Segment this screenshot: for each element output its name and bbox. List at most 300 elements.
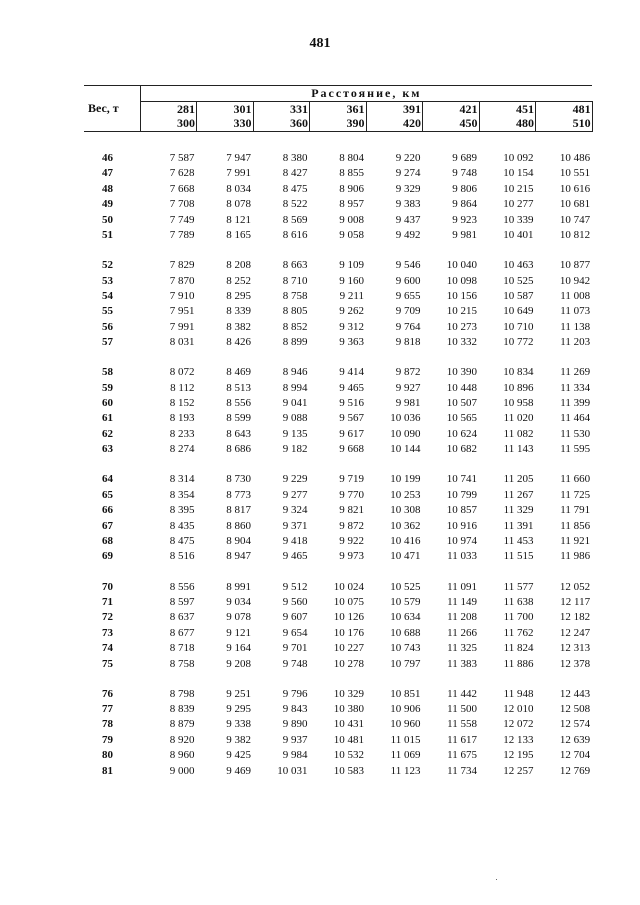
rate-cell: 10 144 bbox=[390, 443, 421, 456]
rate-cell: 8 426 bbox=[226, 336, 251, 349]
rate-cell: 10 916 bbox=[446, 519, 477, 532]
table-row bbox=[84, 274, 592, 289]
rate-cell: 10 463 bbox=[503, 259, 534, 272]
rate-cell: 11 073 bbox=[560, 305, 591, 318]
weight-cell: 54 bbox=[102, 289, 113, 302]
weight-cell: 56 bbox=[102, 320, 113, 333]
rate-cell: 10 743 bbox=[390, 642, 421, 655]
rate-cell: 12 052 bbox=[559, 580, 591, 593]
rate-cell: 7 947 bbox=[226, 152, 251, 164]
distance-range-header bbox=[366, 102, 423, 132]
weight-cell: 47 bbox=[102, 167, 113, 180]
rate-cell: 10 176 bbox=[333, 626, 364, 639]
rate-cell: 12 010 bbox=[503, 703, 534, 716]
rate-cell: 9 567 bbox=[339, 412, 364, 425]
weight-cell: 77 bbox=[102, 703, 113, 716]
rate-cell: 8 516 bbox=[169, 550, 195, 563]
rate-cell: 8 616 bbox=[282, 229, 308, 242]
rate-cell: 10 896 bbox=[503, 381, 534, 394]
rate-cell: 9 560 bbox=[282, 595, 308, 608]
rate-cell: 12 574 bbox=[559, 718, 591, 731]
rate-cell: 8 556 bbox=[226, 397, 251, 410]
group-spacer-cell bbox=[84, 672, 592, 687]
rate-cell: 8 031 bbox=[169, 336, 195, 349]
rate-cell: 11 986 bbox=[560, 550, 591, 563]
rate-cell: 11 500 bbox=[447, 703, 477, 716]
rate-cell: 12 247 bbox=[559, 626, 591, 639]
rate-cell: 7 991 bbox=[169, 320, 195, 333]
table-body bbox=[84, 132, 592, 780]
rate-cell: 10 741 bbox=[446, 473, 477, 486]
weight-cell: 76 bbox=[102, 687, 113, 700]
rate-cell: 9 220 bbox=[395, 152, 421, 164]
rate-cell: 11 269 bbox=[560, 366, 591, 379]
rate-cell: 9 872 bbox=[339, 519, 364, 532]
rate-cell: 9 229 bbox=[282, 473, 308, 486]
rate-cell: 10 579 bbox=[390, 595, 421, 608]
rate-cell: 11 856 bbox=[560, 519, 591, 532]
rate-cell: 10 390 bbox=[446, 366, 477, 379]
table-row bbox=[84, 381, 592, 396]
rate-cell: 10 812 bbox=[559, 229, 591, 242]
group-spacer-cell bbox=[84, 132, 592, 152]
rate-cell: 10 797 bbox=[390, 657, 421, 670]
table-row bbox=[84, 335, 592, 350]
rate-cell: 10 329 bbox=[333, 687, 364, 700]
table-row bbox=[84, 197, 592, 212]
rate-cell: 9 008 bbox=[339, 213, 364, 226]
rate-cell: 10 710 bbox=[503, 320, 534, 333]
rate-cell: 8 034 bbox=[226, 182, 251, 195]
rate-cell: 9 806 bbox=[452, 182, 477, 195]
table-row bbox=[84, 472, 592, 487]
rate-cell: 12 769 bbox=[559, 764, 591, 777]
rate-cell: 11 015 bbox=[390, 733, 421, 746]
rate-cell: 10 227 bbox=[333, 642, 364, 655]
rate-cell: 11 399 bbox=[560, 397, 591, 410]
rate-cell: 10 616 bbox=[559, 182, 591, 195]
rate-cell: 8 904 bbox=[226, 535, 251, 547]
rate-cell: 8 556 bbox=[169, 580, 195, 593]
rate-cell: 10 960 bbox=[390, 718, 421, 731]
rate-cell: 9 655 bbox=[395, 289, 421, 302]
weight-cell: 72 bbox=[102, 611, 113, 624]
rate-cell: 8 435 bbox=[169, 519, 195, 532]
scan-speck bbox=[496, 879, 497, 880]
rate-cell: 7 668 bbox=[169, 182, 195, 195]
rate-cell: 8 710 bbox=[282, 274, 308, 287]
rate-cell: 9 872 bbox=[395, 366, 421, 379]
rate-cell: 10 362 bbox=[390, 519, 421, 532]
rate-cell: 8 274 bbox=[169, 443, 195, 456]
table-row bbox=[84, 411, 592, 426]
rate-cell: 10 448 bbox=[446, 381, 477, 394]
weight-cell: 52 bbox=[102, 259, 113, 272]
rate-cell: 8 946 bbox=[282, 366, 308, 379]
table-row bbox=[84, 365, 592, 380]
rate-cell: 9 709 bbox=[395, 305, 421, 318]
group-spacer bbox=[84, 565, 592, 580]
range-from: 391 bbox=[403, 102, 421, 116]
rate-cell: 11 638 bbox=[503, 595, 534, 608]
rate-cell: 9 182 bbox=[282, 443, 308, 456]
rate-cell: 9 383 bbox=[395, 198, 421, 211]
rate-cell: 8 773 bbox=[226, 488, 251, 501]
rate-cell: 12 195 bbox=[503, 749, 534, 762]
rate-cell: 9 607 bbox=[282, 611, 308, 624]
rate-cell: 10 799 bbox=[446, 488, 477, 501]
range-from: 421 bbox=[459, 102, 478, 116]
rate-cell: 9 363 bbox=[339, 336, 364, 349]
range-to: 330 bbox=[233, 116, 252, 130]
rate-cell: 9 981 bbox=[395, 397, 421, 410]
rate-cell: 11 700 bbox=[503, 611, 534, 624]
rate-cell: 11 203 bbox=[560, 336, 591, 349]
weight-cell: 48 bbox=[102, 182, 113, 195]
rate-cell: 9 034 bbox=[226, 595, 251, 608]
rate-cell: 7 789 bbox=[169, 229, 195, 242]
table-row bbox=[84, 151, 592, 166]
distance-range-header bbox=[310, 102, 367, 132]
weight-cell: 50 bbox=[102, 213, 113, 226]
table-row bbox=[84, 717, 592, 732]
rate-cell: 10 075 bbox=[333, 595, 364, 608]
weight-cell: 71 bbox=[102, 595, 113, 608]
rate-cell: 10 532 bbox=[333, 749, 364, 762]
table-row bbox=[84, 595, 592, 610]
rate-cell: 11 577 bbox=[503, 580, 534, 593]
rate-cell: 8 686 bbox=[226, 443, 251, 456]
rate-cell: 11 464 bbox=[560, 412, 591, 425]
rate-cell: 11 791 bbox=[560, 504, 591, 517]
range-from: 361 bbox=[346, 102, 365, 116]
rate-cell: 10 215 bbox=[446, 305, 477, 318]
range-from: 481 bbox=[572, 102, 591, 116]
rate-cell: 9 469 bbox=[226, 764, 251, 777]
rate-cell: 10 040 bbox=[446, 259, 477, 272]
rate-cell: 10 688 bbox=[390, 626, 421, 639]
rate-cell: 9 922 bbox=[339, 535, 364, 547]
rate-cell: 10 031 bbox=[277, 764, 308, 777]
rate-cell: 10 587 bbox=[503, 289, 534, 302]
rate-cell: 9 864 bbox=[452, 198, 477, 211]
rate-cell: 8 879 bbox=[169, 718, 195, 731]
rate-cell: 11 660 bbox=[560, 473, 591, 486]
rate-cell: 11 824 bbox=[503, 642, 534, 655]
weight-cell: 60 bbox=[102, 397, 113, 410]
rate-cell: 9 262 bbox=[339, 305, 364, 318]
rate-cell: 8 599 bbox=[226, 412, 251, 425]
rate-cell: 9 981 bbox=[452, 229, 477, 242]
rate-cell: 10 098 bbox=[446, 274, 477, 287]
rate-cell: 10 024 bbox=[333, 580, 364, 593]
rate-cell: 10 681 bbox=[559, 198, 591, 211]
rate-cell: 12 117 bbox=[560, 595, 591, 608]
group-spacer bbox=[84, 458, 592, 473]
rate-cell: 10 278 bbox=[333, 657, 364, 670]
rate-cell: 10 277 bbox=[503, 198, 534, 211]
distance-range-header bbox=[197, 102, 254, 132]
rate-cell: 12 133 bbox=[503, 733, 534, 746]
rate-cell: 10 565 bbox=[446, 412, 477, 425]
rate-cell: 12 508 bbox=[559, 703, 591, 716]
weight-cell: 57 bbox=[102, 336, 113, 349]
rate-cell: 9 512 bbox=[282, 580, 308, 593]
rate-cell: 8 758 bbox=[282, 289, 308, 302]
rate-cell: 10 308 bbox=[390, 504, 421, 517]
rate-cell: 11 069 bbox=[390, 749, 421, 762]
rate-cell: 9 295 bbox=[226, 703, 251, 716]
table-row bbox=[84, 258, 592, 273]
weight-cell: 58 bbox=[102, 366, 113, 379]
rate-cell: 8 152 bbox=[169, 397, 195, 410]
rate-cell: 10 471 bbox=[390, 550, 421, 563]
rate-cell: 9 078 bbox=[226, 611, 251, 624]
rate-cell: 10 747 bbox=[559, 213, 591, 226]
distance-range-header bbox=[423, 102, 480, 132]
rate-cell: 10 090 bbox=[390, 427, 421, 440]
rate-cell: 10 525 bbox=[503, 274, 534, 287]
rate-cell: 9 465 bbox=[339, 381, 364, 394]
rate-cell: 10 486 bbox=[559, 152, 591, 164]
rate-cell: 9 973 bbox=[339, 550, 364, 563]
rate-cell: 9 088 bbox=[282, 412, 308, 425]
rate-cell: 12 313 bbox=[559, 642, 591, 655]
rate-cell: 9 058 bbox=[339, 229, 364, 242]
range-to: 420 bbox=[403, 116, 421, 130]
weight-cell: 67 bbox=[102, 519, 113, 532]
rate-cell: 8 165 bbox=[226, 229, 251, 242]
rate-cell: 10 215 bbox=[503, 182, 534, 195]
rate-cell: 10 624 bbox=[446, 427, 477, 440]
rate-cell: 11 033 bbox=[447, 550, 477, 563]
range-to: 480 bbox=[516, 116, 534, 130]
rate-cell: 7 628 bbox=[169, 167, 195, 180]
rate-cell: 10 092 bbox=[503, 152, 534, 164]
rate-cell: 11 334 bbox=[560, 381, 591, 394]
rate-cell: 9 748 bbox=[282, 657, 308, 670]
rate-cell: 8 078 bbox=[226, 198, 251, 211]
rate-cell: 11 762 bbox=[503, 626, 534, 639]
rate-cell: 11 149 bbox=[447, 595, 477, 608]
weight-cell: 74 bbox=[102, 642, 113, 655]
table-row bbox=[84, 733, 592, 748]
rate-cell: 10 834 bbox=[503, 366, 534, 379]
rate-cell: 9 821 bbox=[339, 504, 364, 517]
distance-range-header bbox=[140, 102, 197, 132]
weight-cell: 79 bbox=[102, 733, 113, 746]
rate-cell: 10 634 bbox=[390, 611, 421, 624]
rate-cell: 9 277 bbox=[282, 488, 308, 501]
rate-cell: 8 960 bbox=[169, 749, 195, 762]
rate-cell: 11 266 bbox=[447, 626, 477, 639]
weight-cell: 63 bbox=[102, 443, 113, 456]
rate-cell: 10 380 bbox=[333, 703, 364, 716]
rate-cell: 9 492 bbox=[395, 229, 421, 242]
rate-cell: 9 890 bbox=[282, 718, 308, 731]
table-row bbox=[84, 641, 592, 656]
table-row bbox=[84, 228, 592, 243]
rate-cell: 10 682 bbox=[446, 443, 477, 456]
rate-cell: 9 371 bbox=[282, 519, 308, 532]
rate-cell: 9 160 bbox=[339, 274, 364, 287]
table-row bbox=[84, 610, 592, 625]
weight-cell: 53 bbox=[102, 274, 113, 287]
group-spacer bbox=[84, 351, 592, 366]
rate-cell: 11 515 bbox=[503, 550, 534, 563]
rate-cell: 8 718 bbox=[169, 642, 195, 655]
rate-cell: 9 748 bbox=[452, 167, 477, 180]
distance-range-header bbox=[479, 102, 536, 132]
rate-cell: 9 770 bbox=[339, 488, 364, 501]
rate-cell: 9 654 bbox=[282, 626, 308, 639]
rate-cell: 8 991 bbox=[226, 580, 251, 593]
rate-cell: 11 442 bbox=[447, 687, 477, 700]
rate-cell: 11 530 bbox=[560, 427, 591, 440]
rate-cell: 9 796 bbox=[282, 687, 308, 700]
rate-cell: 9 414 bbox=[339, 366, 364, 379]
weight-cell: 78 bbox=[102, 718, 113, 731]
rate-cell: 9 937 bbox=[282, 733, 308, 746]
rate-cell: 7 910 bbox=[169, 289, 195, 302]
rate-cell: 11 082 bbox=[503, 427, 534, 440]
rate-cell: 10 525 bbox=[390, 580, 421, 593]
range-from: 301 bbox=[233, 102, 252, 116]
rate-cell: 10 481 bbox=[333, 733, 364, 746]
rate-cell: 9 689 bbox=[452, 152, 477, 164]
rate-cell: 8 380 bbox=[282, 152, 308, 164]
table-row bbox=[84, 549, 592, 564]
rate-cell: 9 382 bbox=[226, 733, 251, 746]
table-row bbox=[84, 764, 592, 779]
table-row bbox=[84, 519, 592, 534]
rate-cell: 8 121 bbox=[226, 213, 251, 226]
range-to: 300 bbox=[177, 116, 195, 130]
table-row bbox=[84, 702, 592, 717]
rate-cell: 9 274 bbox=[395, 167, 421, 180]
rate-cell: 11 453 bbox=[503, 535, 534, 547]
tariff-table-wrapper bbox=[84, 85, 592, 779]
group-spacer bbox=[84, 672, 592, 687]
rate-cell: 10 942 bbox=[559, 274, 591, 287]
group-spacer bbox=[84, 243, 592, 258]
rate-cell: 10 958 bbox=[503, 397, 534, 410]
distance-range-header bbox=[536, 102, 593, 132]
rate-cell: 9 109 bbox=[339, 259, 364, 272]
rate-cell: 9 208 bbox=[226, 657, 251, 670]
rate-cell: 8 817 bbox=[226, 504, 251, 517]
rate-cell: 8 513 bbox=[226, 381, 251, 394]
rate-cell: 7 870 bbox=[169, 274, 195, 287]
rate-cell: 10 877 bbox=[559, 259, 591, 272]
page-number: 481 bbox=[309, 36, 331, 51]
rate-cell: 12 257 bbox=[503, 764, 534, 777]
group-spacer bbox=[84, 132, 592, 152]
rate-cell: 11 208 bbox=[447, 611, 477, 624]
rate-cell: 8 906 bbox=[339, 182, 364, 195]
weight-cell: 55 bbox=[102, 305, 113, 318]
rate-cell: 8 798 bbox=[169, 687, 195, 700]
rate-cell: 8 382 bbox=[226, 320, 251, 333]
rate-cell: 8 855 bbox=[339, 167, 364, 180]
rate-cell: 11 325 bbox=[447, 642, 477, 655]
table-row bbox=[84, 289, 592, 304]
rate-cell: 9 437 bbox=[395, 213, 421, 226]
rate-cell: 9 668 bbox=[339, 443, 364, 456]
rate-cell: 8 597 bbox=[169, 595, 195, 608]
rate-cell: 9 701 bbox=[282, 642, 308, 655]
range-to: 360 bbox=[290, 116, 308, 130]
rate-cell: 7 951 bbox=[169, 305, 195, 318]
rate-cell: 8 475 bbox=[282, 182, 308, 195]
rate-cell: 9 121 bbox=[226, 626, 251, 639]
rate-cell: 8 839 bbox=[169, 703, 195, 716]
weight-cell: 66 bbox=[102, 504, 113, 517]
rate-cell: 11 886 bbox=[503, 657, 534, 670]
rate-cell: 7 587 bbox=[169, 152, 195, 164]
rate-cell: 11 143 bbox=[503, 443, 534, 456]
table-header bbox=[84, 86, 592, 132]
rate-cell: 9 324 bbox=[282, 504, 308, 517]
table-row bbox=[84, 503, 592, 518]
rate-cell: 8 233 bbox=[169, 427, 195, 440]
rate-cell: 9 843 bbox=[282, 703, 308, 716]
rate-cell: 10 253 bbox=[390, 488, 421, 501]
rate-cell: 11 558 bbox=[447, 718, 477, 731]
range-from: 331 bbox=[290, 102, 308, 116]
rate-cell: 10 649 bbox=[503, 305, 534, 318]
rate-cell: 8 920 bbox=[169, 733, 195, 746]
rate-cell: 8 899 bbox=[282, 336, 308, 349]
rate-cell: 10 851 bbox=[390, 687, 421, 700]
table-row bbox=[84, 748, 592, 763]
rate-cell: 8 314 bbox=[169, 473, 195, 486]
rate-cell: 11 617 bbox=[447, 733, 477, 746]
rate-cell: 10 199 bbox=[390, 473, 421, 486]
table-row bbox=[84, 442, 592, 457]
weight-cell: 64 bbox=[102, 473, 113, 486]
rate-cell: 8 354 bbox=[169, 488, 195, 501]
rate-cell: 8 469 bbox=[226, 366, 251, 379]
table-row bbox=[84, 488, 592, 503]
range-to: 390 bbox=[346, 116, 365, 130]
table-row bbox=[84, 580, 592, 595]
table-row bbox=[84, 166, 592, 181]
rate-cell: 10 772 bbox=[503, 336, 534, 349]
rate-cell: 8 860 bbox=[226, 519, 251, 532]
rate-cell: 11 267 bbox=[503, 488, 534, 501]
rate-cell: 11 725 bbox=[560, 488, 591, 501]
rate-cell: 11 091 bbox=[447, 580, 477, 593]
rate-cell: 9 041 bbox=[282, 397, 308, 410]
table-row bbox=[84, 626, 592, 641]
weight-cell: 73 bbox=[102, 626, 113, 639]
rate-cell: 8 804 bbox=[339, 152, 364, 164]
rate-cell: 8 295 bbox=[226, 289, 251, 302]
tariff-table bbox=[84, 85, 593, 779]
rate-cell: 10 906 bbox=[390, 703, 421, 716]
rate-cell: 9 617 bbox=[339, 427, 364, 440]
weight-cell: 80 bbox=[102, 749, 113, 762]
weight-cell: 75 bbox=[102, 657, 113, 670]
rate-cell: 8 427 bbox=[282, 167, 308, 180]
weight-cell: 69 bbox=[102, 550, 113, 563]
group-spacer-cell bbox=[84, 458, 592, 473]
rate-cell: 10 126 bbox=[333, 611, 364, 624]
rate-cell: 8 957 bbox=[339, 198, 364, 211]
rate-cell: 11 675 bbox=[447, 749, 477, 762]
rate-cell: 12 182 bbox=[559, 611, 591, 624]
